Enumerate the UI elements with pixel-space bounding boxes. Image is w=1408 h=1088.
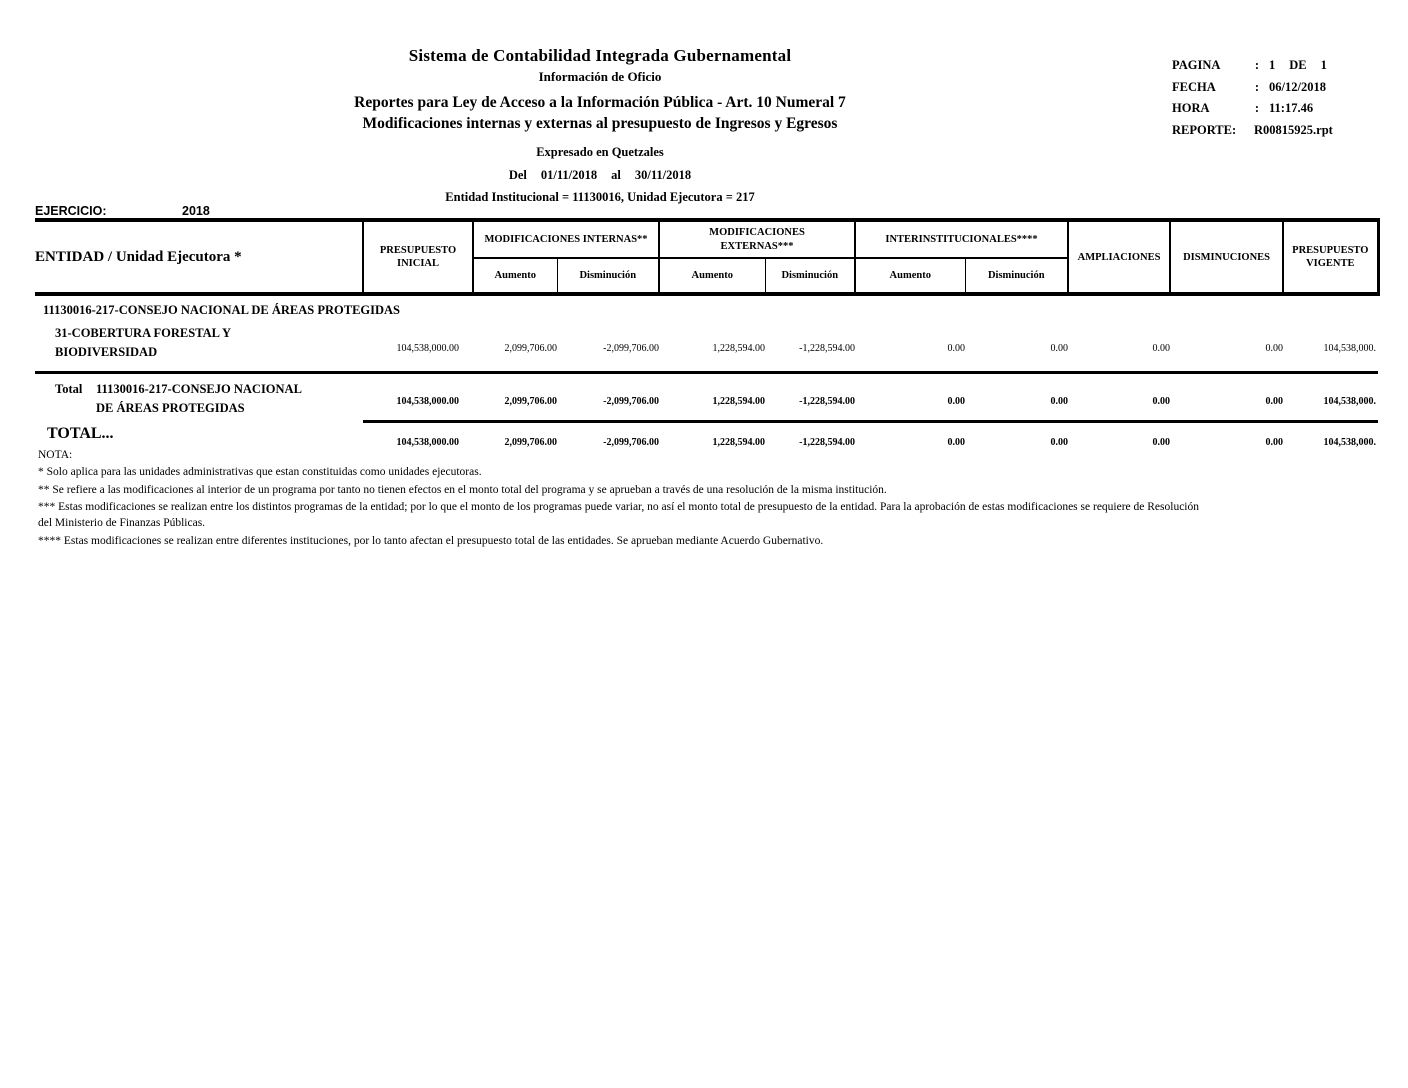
entity-total-label xyxy=(35,374,363,422)
pagina-colon: : xyxy=(1254,58,1260,72)
program-externas-disminucion: -1,228,594.00 xyxy=(799,343,856,355)
program-row xyxy=(35,320,1378,372)
program-externas-aumento: 1,228,594.00 xyxy=(712,343,766,355)
total-presupuesto-vigente: 104,538,000. xyxy=(1323,395,1377,407)
footnote-3: *** Estas modificaciones se realizan entre los distintos programas de la entidad; por lo que el monto de los programas puede variar, no así el monto total de presupuesto de la entidad. Para la aprobación de estas modificaciones se requiere de Resolución del Ministerio de Finanzas Públicas. xyxy=(38,500,1200,530)
total-disminuciones: 0.00 xyxy=(1265,395,1284,407)
program-presupuesto-inicial: 104,538,000.00 xyxy=(396,343,459,355)
reporte-label: REPORTE: xyxy=(1172,122,1237,137)
report-header xyxy=(0,46,1200,205)
pagina-number: 1 xyxy=(1269,58,1276,72)
report-subtitle-oficio: Información de Oficio xyxy=(538,69,662,84)
ejercicio-value: 2018 xyxy=(182,204,210,218)
grand-internas-disminucion: -2,099,706.00 xyxy=(557,421,659,449)
grand-interinst-disminucion: 0.00 xyxy=(965,421,1068,449)
grand-presupuesto-vigente: 104,538,000. xyxy=(1283,421,1378,449)
report-subtitle-modificaciones: Modificaciones internas y externas al presupuesto de Ingresos y Egresos xyxy=(362,115,838,132)
ejercicio-line xyxy=(35,204,210,218)
nota-title: NOTA: xyxy=(38,449,73,461)
ejercicio-label: EJERCICIO: xyxy=(35,204,107,218)
date-from: 01/11/2018 xyxy=(540,168,598,182)
entity-group-row xyxy=(35,294,1378,320)
total-ampliaciones: 0.00 xyxy=(1152,395,1171,407)
total-interinst-aumento: 0.00 xyxy=(947,395,966,407)
col-header-presupuesto-inicial-text: PRESUPUESTO INICIAL xyxy=(379,244,457,269)
entity-group-label: 11130016-217-CONSEJO NACIONAL DE ÁREAS PROTEGIDAS xyxy=(43,303,400,317)
program-label xyxy=(35,320,363,372)
table-header xyxy=(35,220,1378,294)
grand-presupuesto-inicial: 104,538,000.00 xyxy=(363,421,473,449)
entity-filter-line: Entidad Institucional = 11130016, Unidad Ejecutora = 217 xyxy=(445,190,755,204)
hora-value: 11:17.46 xyxy=(1269,101,1314,115)
meta-reporte-row xyxy=(1172,120,1392,142)
program-disminuciones: 0.00 xyxy=(1265,343,1284,355)
col-subheader-interinst-aumento: Aumento xyxy=(855,258,965,294)
fecha-label: FECHA xyxy=(1172,79,1216,94)
grand-externas-disminucion: -1,228,594.00 xyxy=(765,421,855,449)
date-to: 30/11/2018 xyxy=(634,168,692,182)
total-prefix: Total xyxy=(55,381,83,396)
footnote-1: * Solo aplica para las unidades administrativas que estan constituidas como unidades ejecutoras. xyxy=(38,466,482,479)
col-subheader-internas-aumento: Aumento xyxy=(473,258,557,294)
col-header-presupuesto-inicial xyxy=(363,220,473,294)
col-group-modificaciones-externas xyxy=(659,220,855,258)
footnote-4: **** Estas modificaciones se realizan entre diferentes instituciones, por lo tanto afectan el presupuesto total de las entidades. Se aprueban mediante Acuerdo Gubernativo. xyxy=(38,534,824,547)
fecha-colon: : xyxy=(1254,79,1260,94)
currency-note: Expresado en Quetzales xyxy=(536,145,664,159)
total-entity-name: 11130016-217-CONSEJO NACIONAL DE ÁREAS PROTEGIDAS xyxy=(96,381,302,415)
grand-internas-aumento: 2,099,706.00 xyxy=(473,421,557,449)
date-range xyxy=(0,168,1200,183)
col-header-disminuciones: DISMINUCIONES xyxy=(1170,220,1283,294)
entity-total-row xyxy=(35,374,1378,422)
program-interinst-aumento: 0.00 xyxy=(947,343,966,355)
col-subheader-externas-aumento: Aumento xyxy=(659,258,765,294)
meta-fecha-row xyxy=(1172,77,1392,99)
col-header-entidad: ENTIDAD / Unidad Ejecutora * xyxy=(35,220,363,294)
col-group-modificaciones-externas-text: MODIFICACIONES EXTERNAS*** xyxy=(709,227,805,252)
col-subheader-externas-disminucion: Disminución xyxy=(765,258,855,294)
col-header-presupuesto-vigente xyxy=(1283,220,1378,294)
report-title: Sistema de Contabilidad Integrada Gubernamental xyxy=(408,46,792,65)
program-internas-aumento: 2,099,706.00 xyxy=(504,343,557,355)
grand-ampliaciones: 0.00 xyxy=(1068,421,1170,449)
program-internas-disminucion: -2,099,706.00 xyxy=(603,343,660,355)
date-al-label: al xyxy=(611,168,621,182)
program-ampliaciones: 0.00 xyxy=(1152,343,1171,355)
grand-total-label: TOTAL... xyxy=(47,425,114,443)
total-presupuesto-inicial: 104,538,000.00 xyxy=(396,395,459,407)
col-group-modificaciones-internas: MODIFICACIONES INTERNAS** xyxy=(473,220,659,258)
fecha-value: 06/12/2018 xyxy=(1269,79,1326,94)
footnotes xyxy=(38,447,1203,550)
meta-hora-row xyxy=(1172,98,1392,120)
program-presupuesto-vigente: 104,538,000. xyxy=(1323,343,1377,355)
total-interinst-disminucion: 0.00 xyxy=(1050,395,1069,407)
reporte-value: R00815925.rpt xyxy=(1254,122,1333,137)
grand-externas-aumento: 1,228,594.00 xyxy=(659,421,765,449)
hora-label: HORA xyxy=(1172,101,1210,115)
meta-pagina-row xyxy=(1172,55,1392,77)
pagina-de-label: DE xyxy=(1289,58,1307,72)
col-group-interinstitucionales: INTERINSTITUCIONALES**** xyxy=(855,220,1068,258)
program-interinst-disminucion: 0.00 xyxy=(1050,343,1069,355)
pagina-de-value: 1 xyxy=(1320,58,1327,72)
col-header-ampliaciones: AMPLIACIONES xyxy=(1068,220,1170,294)
report-subtitle-ley: Reportes para Ley de Acceso a la Información Pública - Art. 10 Numeral 7 xyxy=(354,94,846,111)
total-internas-aumento: 2,099,706.00 xyxy=(504,395,557,407)
total-externas-aumento: 1,228,594.00 xyxy=(712,395,766,407)
col-subheader-interinst-disminucion: Disminución xyxy=(965,258,1068,294)
col-header-presupuesto-vigente-text: PRESUPUESTO VIGENTE xyxy=(1292,244,1369,269)
budget-modifications-table xyxy=(35,218,1380,449)
footnote-2: ** Se refiere a las modificaciones al interior de un programa por tanto no tienen efectos en el monto total del programa y se aprueban a través de una resolución de la misma institución. xyxy=(38,483,887,496)
total-externas-disminucion: -1,228,594.00 xyxy=(799,395,856,407)
pagina-value xyxy=(1269,55,1327,77)
grand-interinst-aumento: 0.00 xyxy=(855,421,965,449)
grand-disminuciones: 0.00 xyxy=(1170,421,1283,449)
date-del-label: Del xyxy=(508,168,527,182)
hora-colon: : xyxy=(1254,101,1260,115)
col-subheader-internas-disminucion: Disminución xyxy=(557,258,659,294)
total-internas-disminucion: -2,099,706.00 xyxy=(603,395,660,407)
grand-total-row xyxy=(35,421,1378,449)
report-meta xyxy=(1172,55,1392,141)
program-label-text: 31-COBERTURA FORESTAL Y BIODIVERSIDAD xyxy=(55,326,231,360)
pagina-label: PAGINA xyxy=(1172,58,1221,72)
